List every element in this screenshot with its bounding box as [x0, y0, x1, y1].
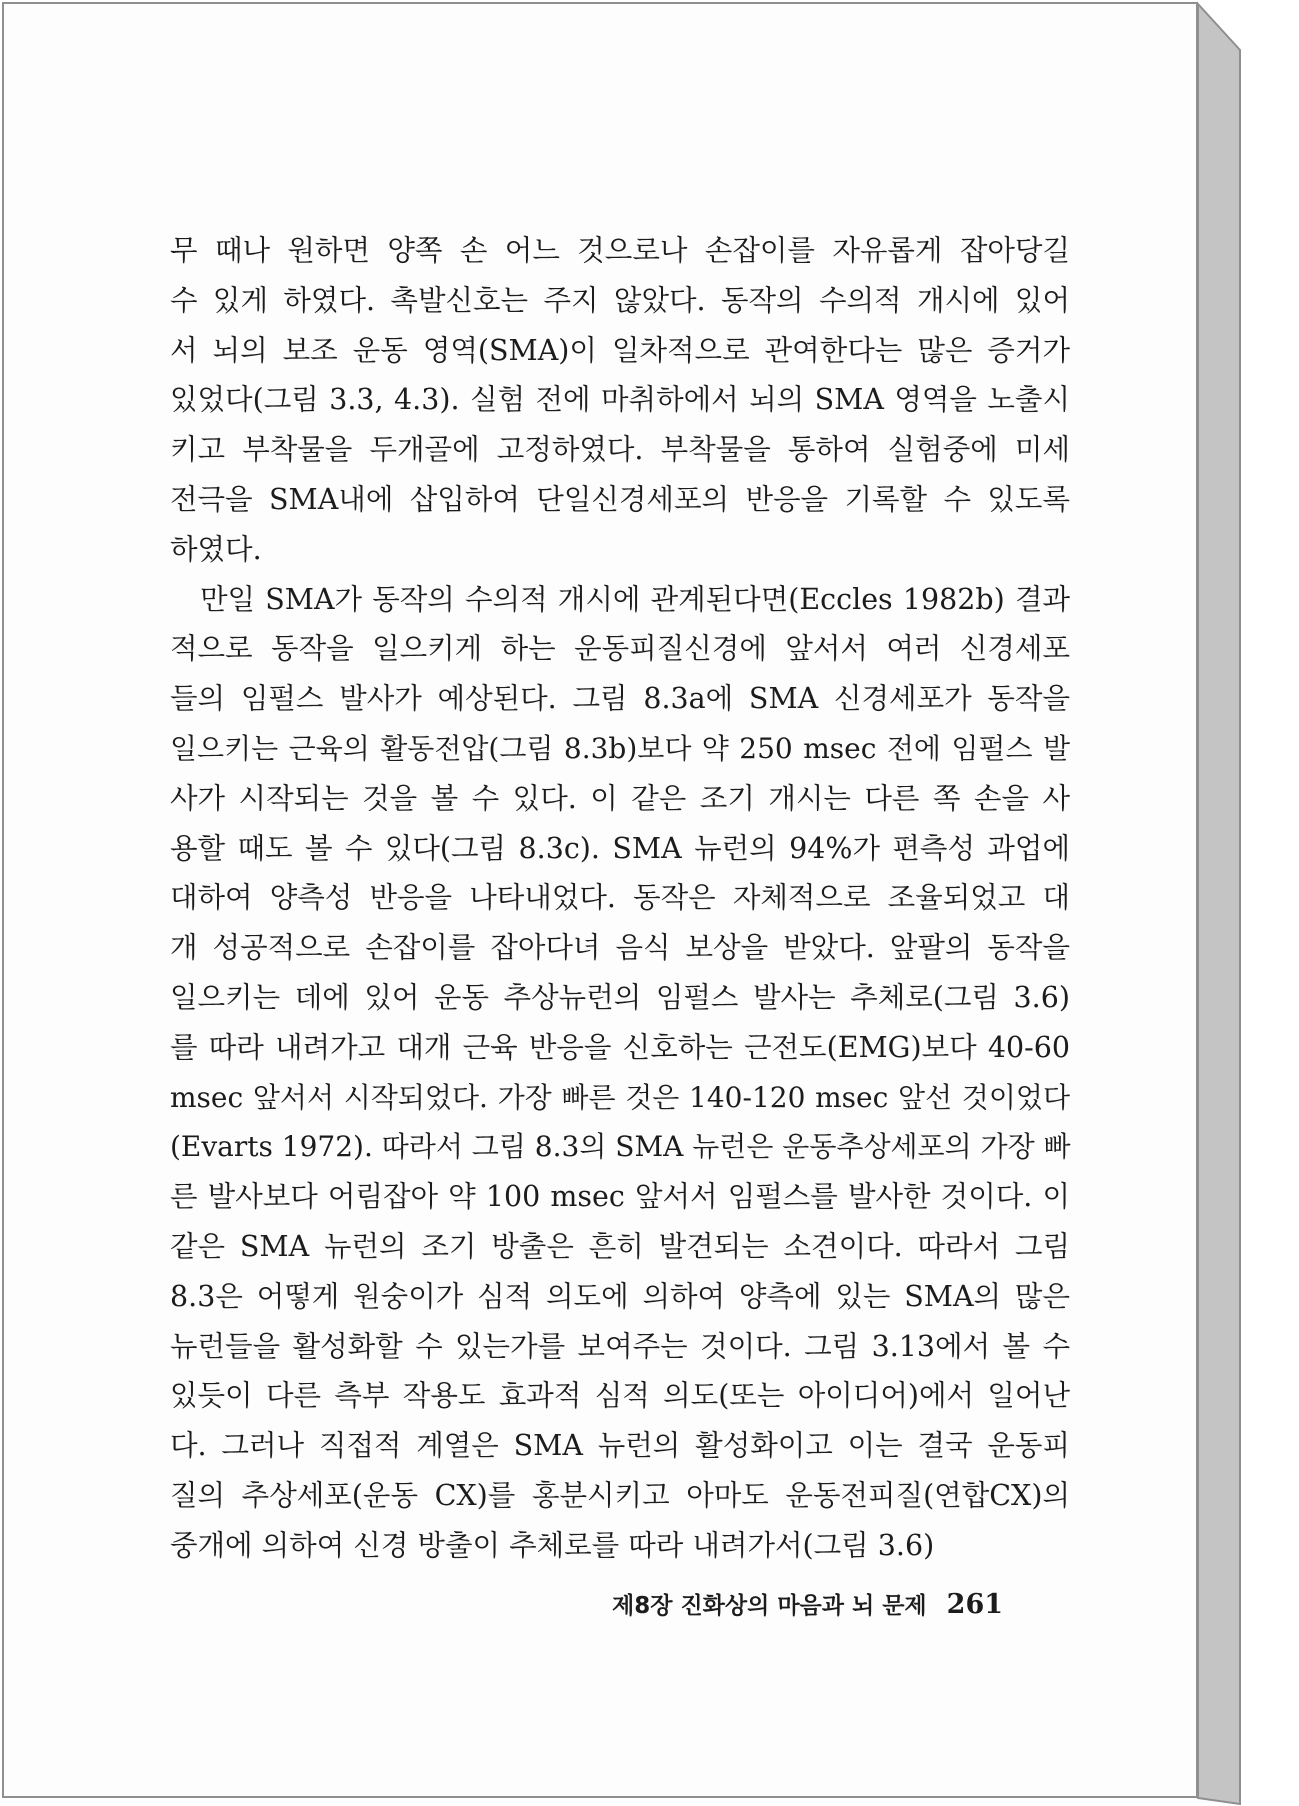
page-number: 261	[946, 1589, 1004, 1620]
text-line: 키고 부착물을 두개골에 고정하였다. 부착물을 통하여 실험중에 미세	[170, 433, 1070, 467]
text-line: 들의 임펄스 발사가 예상된다. 그림 8.3a에 SMA 신경세포가 동작을	[170, 682, 1070, 716]
text-line: (Evarts 1972). 따라서 그림 8.3의 SMA 뉴런은 운동추상세포의 가장 빠	[170, 1130, 1071, 1164]
running-footer	[612, 1585, 1042, 1625]
text-line: msec 앞서서 시작되었다. 가장 빠른 것은 140-120 msec 앞선 것이었다	[170, 1080, 1070, 1114]
text-line: 뉴런들을 활성화할 수 있는가를 보여주는 것이다. 그림 3.13에서 볼 수	[170, 1329, 1070, 1363]
text-line: 있었다(그림 3.3, 4.3). 실험 전에 마취하에서 뇌의 SMA 영역을 노출시	[170, 383, 1070, 417]
text-line: 중개에 의하여 신경 방출이 추체로를 따라 내려가서(그림 3.6)	[170, 1528, 935, 1562]
text-line: 용할 때도 볼 수 있다(그림 8.3c). SMA 뉴런의 94%가 편측성 과업에	[170, 831, 1070, 865]
text-line: 서 뇌의 보조 운동 영역(SMA)이 일차적으로 관여한다는 많은 증거가	[170, 333, 1070, 367]
text-line: 일으키는 근육의 활동전압(그림 8.3b)보다 약 250 msec 전에 임펄스 발	[170, 731, 1070, 765]
text-line: 일으키는 데에 있어 운동 추상뉴런의 임펄스 발사는 추체로(그림 3.6)	[170, 980, 1070, 1014]
page-stack-side	[1198, 4, 1240, 1804]
text-line: 8.3은 어떻게 원숭이가 심적 의도에 의하여 양측에 있는 SMA의 많은	[170, 1279, 1070, 1313]
text-line: 대하여 양측성 반응을 나타내었다. 동작은 자체적으로 조율되었고 대	[170, 881, 1070, 915]
text-line: 있듯이 다른 측부 작용도 효과적 심적 의도(또는 아이디어)에서 일어난	[170, 1379, 1070, 1413]
text-line: 개 성공적으로 손잡이를 잡아다녀 음식 보상을 받았다. 앞팔의 동작을	[170, 931, 1070, 965]
text-line: 전극을 SMA내에 삽입하여 단일신경세포의 반응을 기록할 수 있도록	[170, 482, 1070, 516]
text-line: 같은 SMA 뉴런의 조기 방출은 흔히 발견되는 소견이다. 따라서 그림	[170, 1229, 1070, 1263]
text-line: 사가 시작되는 것을 볼 수 있다. 이 같은 조기 개시는 다른 쪽 손을 사	[170, 781, 1070, 815]
text-line: 다. 그러나 직접적 계열은 SMA 뉴런의 활성화이고 이는 결국 운동피	[170, 1429, 1070, 1463]
text-line: 수 있게 하였다. 촉발신호는 주지 않았다. 동작의 수의적 개시에 있어	[170, 283, 1070, 317]
chapter-title: 제8장 진화상의 마음과 뇌 문제	[612, 1593, 927, 1619]
text-line: 무 때나 원하면 양쪽 손 어느 것으로나 손잡이를 자유롭게 잡아당길	[170, 234, 1070, 267]
text-line: 적으로 동작을 일으키게 하는 운동피질신경에 앞서서 여러 신경세포	[170, 632, 1070, 666]
text-line: 하였다.	[170, 532, 262, 566]
text-line: 른 발사보다 어림잡아 약 100 msec 앞서서 임펄스를 발사한 것이다. 이	[170, 1180, 1070, 1214]
text-line: 를 따라 내려가고 대개 근육 반응을 신호하는 근전도(EMG)보다 40-60	[170, 1030, 1070, 1064]
text-line: 만일 SMA가 동작의 수의적 개시에 관계된다면(Eccles 1982b) 결과	[200, 582, 1070, 616]
body-text	[170, 226, 1070, 1571]
text-line: 질의 추상세포(운동 CX)를 홍분시키고 아마도 운동전피질(연합CX)의	[170, 1478, 1070, 1512]
